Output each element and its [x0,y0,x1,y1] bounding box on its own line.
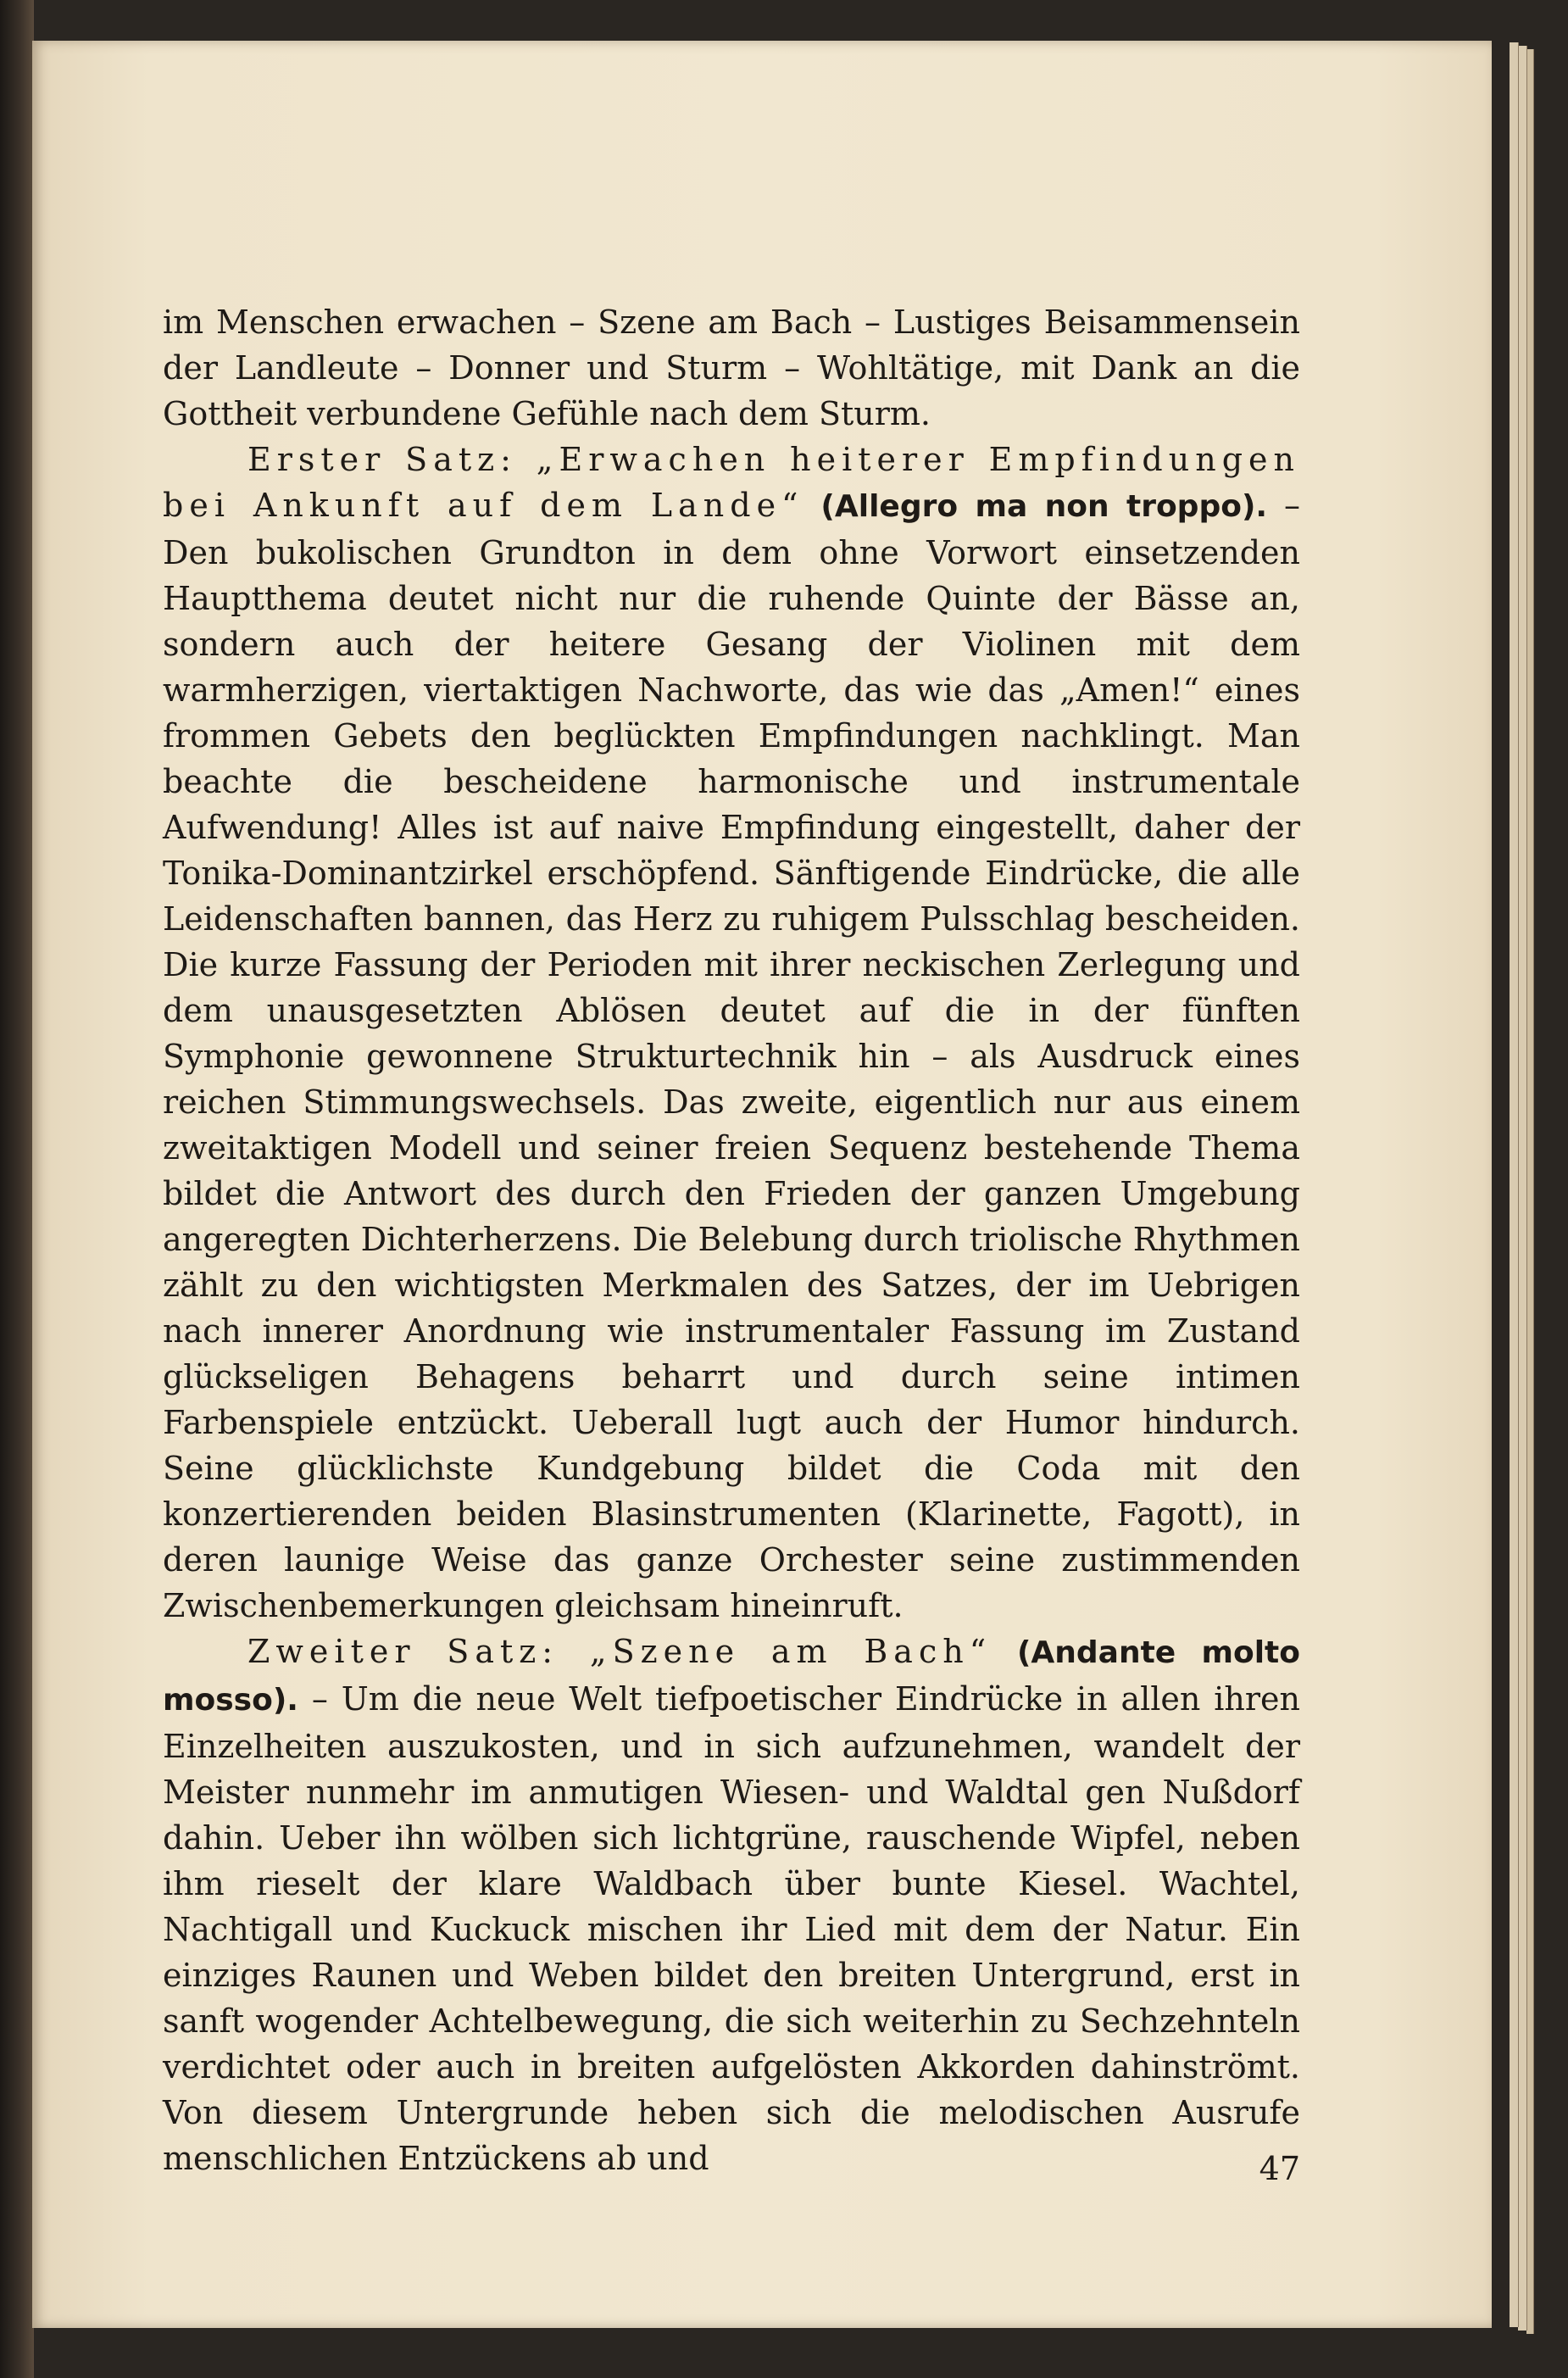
paragraph-1 [163,299,1300,437]
page-edge [1518,46,1527,2331]
tempo-marking: (Andante molto mosso). [163,1635,1300,1718]
text-run [804,487,821,524]
movement-heading: Erster Satz: „Erwachen heiterer Empfindungen bei Ankunft auf dem Lande“ [163,441,1300,524]
page-edge [1510,42,1519,2327]
text-run: im Menschen erwachen – Szene am Bach – Lustiges Beisammensein der Landleute – Donner und Sturm – Wohltätige, mit Dank an die Gottheit verbundene Gefühle nach dem Sturm. [163,304,1300,432]
page-edge [1526,49,1534,2334]
paragraph-3 [163,1629,1300,2181]
paragraph-2 [163,437,1300,1629]
movement-heading: Zweiter Satz: „Szene am Bach“ [247,1633,993,1670]
text-run: – Den bukolischen Grundton in dem ohne Vorwort einsetzenden Hauptthema deutet nicht nur die ruhende Quinte der Bässe an, sondern auch der heitere Gesang der Violinen mit dem warmherzigen, viertaktigen Nachworte, das wie das „Amen!“ eines frommen Gebets den beglückten Empfindungen nachklingt. Man beachte die bescheidene harmonische und instrumentale Aufwendung! Alles ist auf naive Empfindung eingestellt, daher der Tonika-Dominantzirkel erschöpfend. Sänftigende Eindrücke, die alle Leidenschaften bannen, das Herz zu ruhigem Pulsschlag bescheiden. Die kurze Fassung der Perioden mit ihrer neckischen Zerlegung und dem unausgesetzten Ablösen deutet auf die in der fünften Symphonie gewonnene Strukturtechnik hin – als Ausdruck eines reichen Stimmungswechsels. Das zweite, eigentlich nur aus einem zweitaktigen Modell und seiner freien Sequenz bestehende Thema bildet die Antwort des durch den Frieden der ganzen Umgebung angeregten Dichterherzens. Die Belebung durch triolische Rhythmen zählt zu den wichtigsten Merkmalen des Satzes, der im Uebrigen nach innerer Anordnung wie instrumentaler Fassung im Zustand glückseligen Behagens beharrt und durch seine intimen Farbenspiele entzückt. Ueberall lugt auch der Humor hindurch. Seine glücklichste Kundgebung bildet die Coda mit den konzertierenden beiden Blasinstrumenten (Klarinette, Fagott), in deren launige Weise das ganze Orchester seine zustimmenden Zwischenbemerkungen gleichsam hineinruft. [163,487,1300,1624]
body-text [163,299,1300,2181]
book-binding [0,0,34,2378]
text-run [992,1633,1017,1670]
tempo-marking: (Allegro ma non troppo). [820,489,1268,524]
text-run: – Um die neue Welt tiefpoetischer Eindrücke in allen ihren Einzelheiten auszukosten, und in sich aufzunehmen, wandelt der Meister nunmehr im anmutigen Wiesen- und Waldtal gen Nußdorf dahin. Ueber ihn wölben sich lichtgrüne, rauschende Wipfel, neben ihm rieselt der klare Waldbach über bunte Kiesel. Wachtel, Nachtigall und Kuckuck mischen ihr Lied mit dem der Natur. Ein einziges Raunen und Weben bildet den breiten Untergrund, erst in sanft wogender Achtelbewegung, die sich weiterhin zu Sechzehnteln verdichtet oder auch in breiten aufgelösten Akkorden dahinströmt. Von diesem Untergrunde heben sich die melodischen Ausrufe menschlichen Entzückens ab und [163,1680,1300,2177]
page-number: 47 [1259,2150,1300,2187]
page-sheet [32,41,1492,2328]
